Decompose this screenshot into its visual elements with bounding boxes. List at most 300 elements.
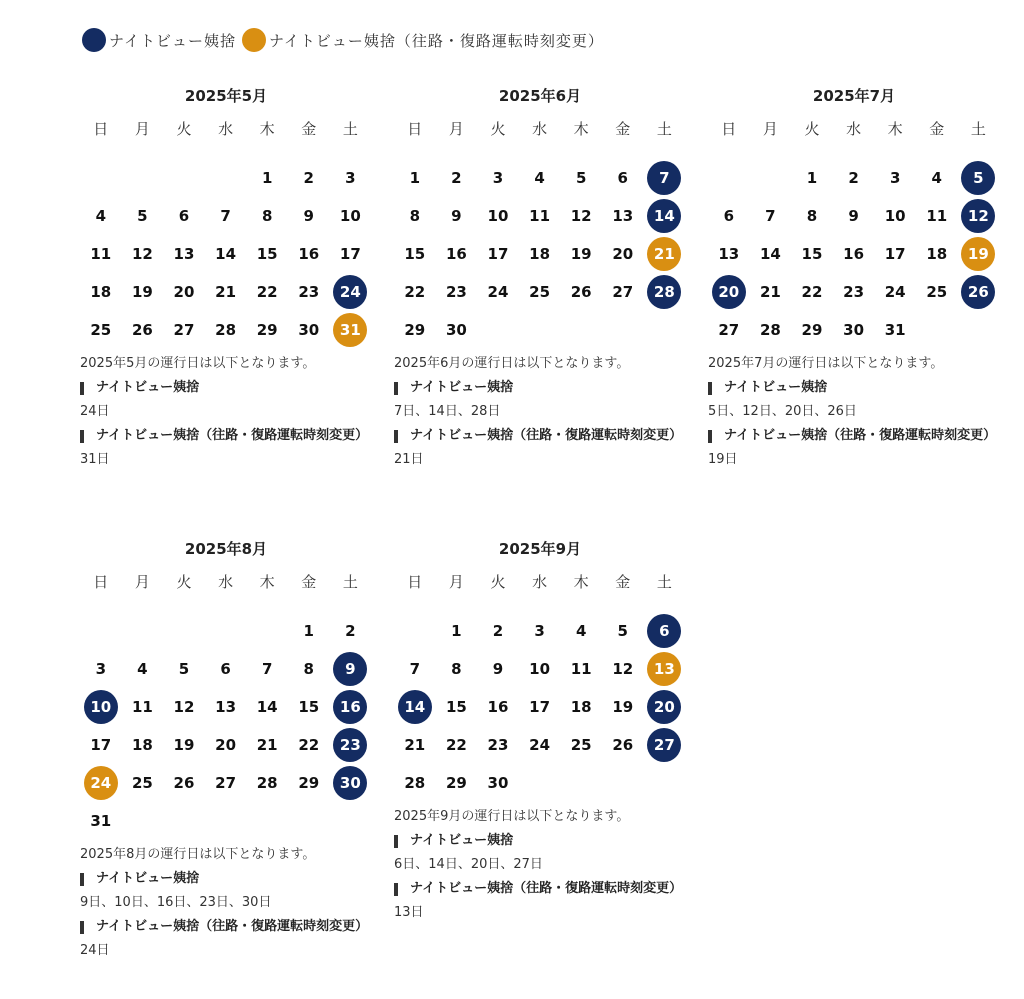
service-title-regular: ナイトビュー姨捨 xyxy=(708,376,1000,400)
day-cell xyxy=(80,726,122,764)
calendar-day: 15 xyxy=(445,698,467,716)
calendar-day: 1 xyxy=(261,169,273,187)
calendar-day: 14 xyxy=(215,245,237,263)
day-cell xyxy=(394,311,436,349)
weekday-header: 水 xyxy=(218,573,234,591)
day-cell xyxy=(122,273,164,311)
service-note: 2025年5月の運行日は以下となります。 xyxy=(80,356,316,371)
service-day-navy: 20 xyxy=(712,275,746,309)
calendar-day: 4 xyxy=(931,169,942,187)
calendar-day: 2 xyxy=(345,622,356,640)
calendar-day: 29 xyxy=(801,321,823,339)
weekday-header: 土 xyxy=(656,120,672,138)
weekday-header: 金 xyxy=(615,120,631,138)
day-cell xyxy=(519,197,561,235)
calendar-day: 10 xyxy=(529,660,551,678)
calendar-day: 26 xyxy=(612,736,634,754)
calendar-day: 28 xyxy=(256,774,278,792)
calendar-day: 15 xyxy=(256,245,278,263)
service-day-orange: 21 xyxy=(647,237,681,271)
service-day-navy: 6 xyxy=(647,614,681,648)
day-cell xyxy=(644,273,686,311)
calendar-day: 12 xyxy=(612,660,634,678)
calendar-day: 6 xyxy=(723,207,735,225)
day-cell xyxy=(644,159,686,197)
day-cell xyxy=(916,197,958,235)
empty-cell xyxy=(80,159,122,197)
day-cell xyxy=(750,197,792,235)
calendar-day: 28 xyxy=(215,321,237,339)
weekday-header: 月 xyxy=(448,120,464,138)
weekday-header: 木 xyxy=(573,573,589,591)
day-cell xyxy=(644,650,686,688)
day-cell xyxy=(436,273,478,311)
calendar-day: 2 xyxy=(303,169,314,187)
calendar-day: 25 xyxy=(131,774,153,792)
calendar-day: 17 xyxy=(90,736,112,754)
day-cell xyxy=(477,235,519,273)
service-day-navy: 20 xyxy=(647,690,681,724)
day-cell xyxy=(436,197,478,235)
day-cell xyxy=(394,764,436,802)
day-cell xyxy=(833,197,875,235)
calendar-day: 25 xyxy=(90,321,112,339)
day-cell xyxy=(205,764,247,802)
weekday-header: 日 xyxy=(93,573,109,591)
service-day-navy: 27 xyxy=(647,728,681,762)
weekday-header: 木 xyxy=(259,120,275,138)
month-title: 2025年8月 xyxy=(184,540,268,558)
calendar-day: 11 xyxy=(131,698,153,716)
calendar-day: 16 xyxy=(445,245,467,263)
service-note: 2025年9月の運行日は以下となります。 xyxy=(394,809,630,824)
day-cell xyxy=(288,612,330,650)
empty-cell xyxy=(205,612,247,650)
service-info xyxy=(80,352,372,472)
calendar-day: 18 xyxy=(570,698,592,716)
calendar-day: 4 xyxy=(137,660,148,678)
calendar-day: 11 xyxy=(90,245,112,263)
calendar-day: 24 xyxy=(529,736,551,754)
calendar-day: 18 xyxy=(926,245,948,263)
calendar-day: 7 xyxy=(765,207,776,225)
calendar-day: 26 xyxy=(570,283,592,301)
service-note: 2025年7月の運行日は以下となります。 xyxy=(708,356,944,371)
service-day-navy: 16 xyxy=(333,690,367,724)
calendar-day: 28 xyxy=(759,321,781,339)
calendar-day: 5 xyxy=(137,207,148,225)
legend-item-time-change xyxy=(242,28,604,52)
calendar-day: 7 xyxy=(261,660,273,678)
day-cell xyxy=(436,159,478,197)
day-cell xyxy=(916,273,958,311)
calendar-day: 17 xyxy=(487,245,509,263)
calendar-day: 11 xyxy=(926,207,948,225)
day-cell xyxy=(205,273,247,311)
day-cell xyxy=(560,688,602,726)
calendar-day: 1 xyxy=(806,169,818,187)
day-cell xyxy=(477,726,519,764)
calendar-day: 25 xyxy=(529,283,551,301)
day-cell xyxy=(394,688,436,726)
calendar-day: 23 xyxy=(843,283,865,301)
day-cell xyxy=(874,311,916,349)
service-dates-regular: 6日、14日、20日、27日 xyxy=(394,857,543,872)
day-cell xyxy=(205,726,247,764)
calendar-day: 4 xyxy=(534,169,545,187)
service-note: 2025年6月の運行日は以下となります。 xyxy=(394,356,630,371)
day-cell xyxy=(791,273,833,311)
day-cell xyxy=(330,612,372,650)
day-cell xyxy=(791,311,833,349)
navy-dot-icon xyxy=(82,28,106,52)
day-cell xyxy=(394,159,436,197)
service-day-navy: 28 xyxy=(647,275,681,309)
service-title-time-change: ナイトビュー姨捨（往路・復路運転時刻変更） xyxy=(80,424,372,448)
day-cell xyxy=(205,311,247,349)
day-cell xyxy=(122,688,164,726)
calendar-day: 15 xyxy=(298,698,320,716)
day-cell xyxy=(791,159,833,197)
day-cell xyxy=(519,273,561,311)
day-cell xyxy=(791,235,833,273)
calendar-day: 22 xyxy=(801,283,823,301)
day-cell xyxy=(874,273,916,311)
weekday-header: 土 xyxy=(342,573,358,591)
calendar-day: 23 xyxy=(487,736,509,754)
day-cell xyxy=(246,650,288,688)
month-calendar xyxy=(394,85,686,472)
calendar-day: 7 xyxy=(409,660,421,678)
day-cell xyxy=(436,650,478,688)
day-cell xyxy=(394,650,436,688)
day-cell xyxy=(874,159,916,197)
calendar-grid xyxy=(80,119,372,349)
day-cell xyxy=(916,159,958,197)
weekday-header: 木 xyxy=(887,120,903,138)
day-cell xyxy=(519,612,561,650)
day-cell xyxy=(246,235,288,273)
weekday-header: 火 xyxy=(176,573,192,591)
calendar-day: 5 xyxy=(575,169,587,187)
service-day-navy: 5 xyxy=(961,161,995,195)
calendar-day: 20 xyxy=(215,736,237,754)
calendar-day: 10 xyxy=(884,207,906,225)
weekday-header: 水 xyxy=(846,120,862,138)
service-info xyxy=(80,843,372,963)
calendar-day: 4 xyxy=(575,622,587,640)
month-calendar xyxy=(80,538,372,963)
calendar-day: 27 xyxy=(612,283,634,301)
calendar-day: 16 xyxy=(298,245,320,263)
calendar-day: 3 xyxy=(534,622,545,640)
calendar-day: 27 xyxy=(215,774,237,792)
day-cell xyxy=(246,197,288,235)
day-cell xyxy=(958,273,1000,311)
day-cell xyxy=(602,159,644,197)
day-cell xyxy=(205,235,247,273)
day-cell xyxy=(122,726,164,764)
day-cell xyxy=(708,197,750,235)
service-title-regular: ナイトビュー姨捨 xyxy=(394,829,686,853)
day-cell xyxy=(958,197,1000,235)
calendar-day: 15 xyxy=(801,245,823,263)
day-cell xyxy=(205,197,247,235)
calendar-day: 13 xyxy=(173,245,195,263)
day-cell xyxy=(560,159,602,197)
day-cell xyxy=(330,311,372,349)
month-title: 2025年5月 xyxy=(184,87,268,105)
calendar-day: 19 xyxy=(612,698,634,716)
calendar-day: 19 xyxy=(570,245,592,263)
calendar-day: 29 xyxy=(256,321,278,339)
calendar-day: 28 xyxy=(404,774,426,792)
day-cell xyxy=(436,688,478,726)
service-day-navy: 24 xyxy=(333,275,367,309)
month-title: 2025年7月 xyxy=(812,87,896,105)
service-dates-regular: 7日、14日、28日 xyxy=(394,404,501,419)
calendar-day: 29 xyxy=(404,321,426,339)
service-day-navy: 26 xyxy=(961,275,995,309)
calendar-day: 20 xyxy=(612,245,634,263)
day-cell xyxy=(602,197,644,235)
weekday-header: 木 xyxy=(573,120,589,138)
day-cell xyxy=(246,764,288,802)
day-cell xyxy=(288,159,330,197)
service-day-navy: 12 xyxy=(961,199,995,233)
month-title: 2025年6月 xyxy=(498,87,582,105)
day-cell xyxy=(602,612,644,650)
day-cell xyxy=(519,688,561,726)
calendar-day: 19 xyxy=(131,283,153,301)
day-cell xyxy=(874,197,916,235)
calendar-day: 19 xyxy=(173,736,195,754)
calendar-day: 3 xyxy=(492,169,504,187)
day-cell xyxy=(477,273,519,311)
day-cell xyxy=(246,273,288,311)
day-cell xyxy=(246,159,288,197)
empty-cell xyxy=(205,159,247,197)
day-cell xyxy=(833,311,875,349)
calendar-day: 30 xyxy=(445,321,467,339)
calendar-day: 10 xyxy=(339,207,361,225)
service-dates-time-change: 13日 xyxy=(394,905,424,920)
day-cell xyxy=(560,235,602,273)
service-info xyxy=(394,352,686,472)
calendar-day: 6 xyxy=(178,207,190,225)
day-cell xyxy=(246,688,288,726)
day-cell xyxy=(833,159,875,197)
calendar-grid xyxy=(394,572,686,802)
calendar-day: 3 xyxy=(345,169,356,187)
calendar-day: 17 xyxy=(884,245,906,263)
day-cell xyxy=(163,311,205,349)
calendar-day: 8 xyxy=(806,207,818,225)
calendar-day: 6 xyxy=(220,660,231,678)
service-dates-regular: 5日、12日、20日、26日 xyxy=(708,404,857,419)
calendar-day: 23 xyxy=(445,283,467,301)
service-title-time-change: ナイトビュー姨捨（往路・復路運転時刻変更） xyxy=(80,915,372,939)
weekday-header: 金 xyxy=(929,120,945,138)
day-cell xyxy=(330,273,372,311)
day-cell xyxy=(80,650,122,688)
day-cell xyxy=(163,764,205,802)
calendar-day: 16 xyxy=(843,245,865,263)
empty-cell xyxy=(163,612,205,650)
weekday-header: 土 xyxy=(970,120,986,138)
calendar-day: 8 xyxy=(303,660,314,678)
day-cell xyxy=(80,764,122,802)
day-cell xyxy=(560,726,602,764)
day-cell xyxy=(330,764,372,802)
day-cell xyxy=(288,311,330,349)
calendar-day: 18 xyxy=(529,245,551,263)
day-cell xyxy=(122,650,164,688)
calendar-day: 9 xyxy=(451,207,462,225)
day-cell xyxy=(163,273,205,311)
day-cell xyxy=(602,650,644,688)
calendar-day: 20 xyxy=(173,283,195,301)
calendar-day: 4 xyxy=(95,207,107,225)
service-day-navy: 10 xyxy=(84,690,118,724)
day-cell xyxy=(288,273,330,311)
weekday-header: 土 xyxy=(656,573,672,591)
weekday-header: 火 xyxy=(176,120,192,138)
day-cell xyxy=(644,235,686,273)
day-cell xyxy=(394,726,436,764)
day-cell xyxy=(330,726,372,764)
day-cell xyxy=(394,273,436,311)
service-day-orange: 31 xyxy=(333,313,367,347)
day-cell xyxy=(288,726,330,764)
calendar-day: 24 xyxy=(487,283,509,301)
calendar-day: 12 xyxy=(173,698,195,716)
weekday-header: 月 xyxy=(134,573,150,591)
day-cell xyxy=(477,764,519,802)
calendar-day: 21 xyxy=(759,283,781,301)
day-cell xyxy=(519,159,561,197)
day-cell xyxy=(330,197,372,235)
weekday-header: 金 xyxy=(301,120,317,138)
calendar-day: 17 xyxy=(529,698,551,716)
weekday-header: 日 xyxy=(407,573,423,591)
service-day-orange: 19 xyxy=(961,237,995,271)
calendar-day: 13 xyxy=(718,245,740,263)
empty-cell xyxy=(750,159,792,197)
day-cell xyxy=(477,650,519,688)
calendar-day: 2 xyxy=(848,169,859,187)
day-cell xyxy=(330,159,372,197)
day-cell xyxy=(708,235,750,273)
calendar-day: 11 xyxy=(570,660,592,678)
day-cell xyxy=(560,650,602,688)
day-cell xyxy=(80,688,122,726)
calendar-grid xyxy=(394,119,686,349)
calendar-day: 10 xyxy=(487,207,509,225)
service-day-navy: 7 xyxy=(647,161,681,195)
day-cell xyxy=(477,612,519,650)
calendar-day: 27 xyxy=(173,321,195,339)
calendar-day: 21 xyxy=(215,283,237,301)
service-day-navy: 9 xyxy=(333,652,367,686)
empty-cell xyxy=(394,612,436,650)
day-cell xyxy=(560,612,602,650)
day-cell xyxy=(80,311,122,349)
day-cell xyxy=(163,650,205,688)
calendar-day: 2 xyxy=(492,622,504,640)
day-cell xyxy=(436,235,478,273)
day-cell xyxy=(436,612,478,650)
weekday-header: 火 xyxy=(490,573,506,591)
calendar-day: 30 xyxy=(298,321,320,339)
calendar-grid xyxy=(80,572,372,840)
day-cell xyxy=(163,688,205,726)
day-cell xyxy=(246,311,288,349)
calendar-day: 8 xyxy=(261,207,273,225)
day-cell xyxy=(205,650,247,688)
month-title: 2025年9月 xyxy=(498,540,582,558)
weekday-header: 日 xyxy=(407,120,423,138)
calendar-day: 26 xyxy=(131,321,153,339)
day-cell xyxy=(163,726,205,764)
service-dates-time-change: 21日 xyxy=(394,452,424,467)
day-cell xyxy=(560,273,602,311)
day-cell xyxy=(163,235,205,273)
weekday-header: 月 xyxy=(762,120,778,138)
calendar-day: 9 xyxy=(848,207,859,225)
empty-cell xyxy=(122,159,164,197)
empty-cell xyxy=(163,159,205,197)
service-day-navy: 23 xyxy=(333,728,367,762)
calendar-day: 5 xyxy=(617,622,628,640)
day-cell xyxy=(519,235,561,273)
service-title-regular: ナイトビュー姨捨 xyxy=(80,867,372,891)
day-cell xyxy=(436,311,478,349)
day-cell xyxy=(644,197,686,235)
empty-cell xyxy=(80,612,122,650)
calendar-day: 13 xyxy=(612,207,634,225)
calendar-day: 1 xyxy=(451,622,462,640)
day-cell xyxy=(791,197,833,235)
day-cell xyxy=(330,650,372,688)
calendar-day: 8 xyxy=(451,660,462,678)
weekday-header: 火 xyxy=(490,120,506,138)
weekday-header: 日 xyxy=(721,120,737,138)
day-cell xyxy=(958,235,1000,273)
day-cell xyxy=(519,726,561,764)
day-cell xyxy=(602,273,644,311)
day-cell xyxy=(246,726,288,764)
calendar-day: 14 xyxy=(759,245,781,263)
calendar-day: 22 xyxy=(298,736,320,754)
day-cell xyxy=(330,688,372,726)
service-dates-regular: 9日、10日、16日、23日、30日 xyxy=(80,895,272,910)
day-cell xyxy=(477,159,519,197)
day-cell xyxy=(80,802,122,840)
legend-item-regular xyxy=(82,28,236,52)
calendar-day: 26 xyxy=(173,774,195,792)
calendar-day: 9 xyxy=(492,660,504,678)
day-cell xyxy=(122,235,164,273)
weekday-header: 火 xyxy=(804,120,820,138)
day-cell xyxy=(644,612,686,650)
day-cell xyxy=(436,764,478,802)
day-cell xyxy=(394,197,436,235)
empty-cell xyxy=(708,159,750,197)
weekday-header: 水 xyxy=(532,120,548,138)
orange-dot-icon xyxy=(242,28,266,52)
calendar-day: 7 xyxy=(220,207,231,225)
